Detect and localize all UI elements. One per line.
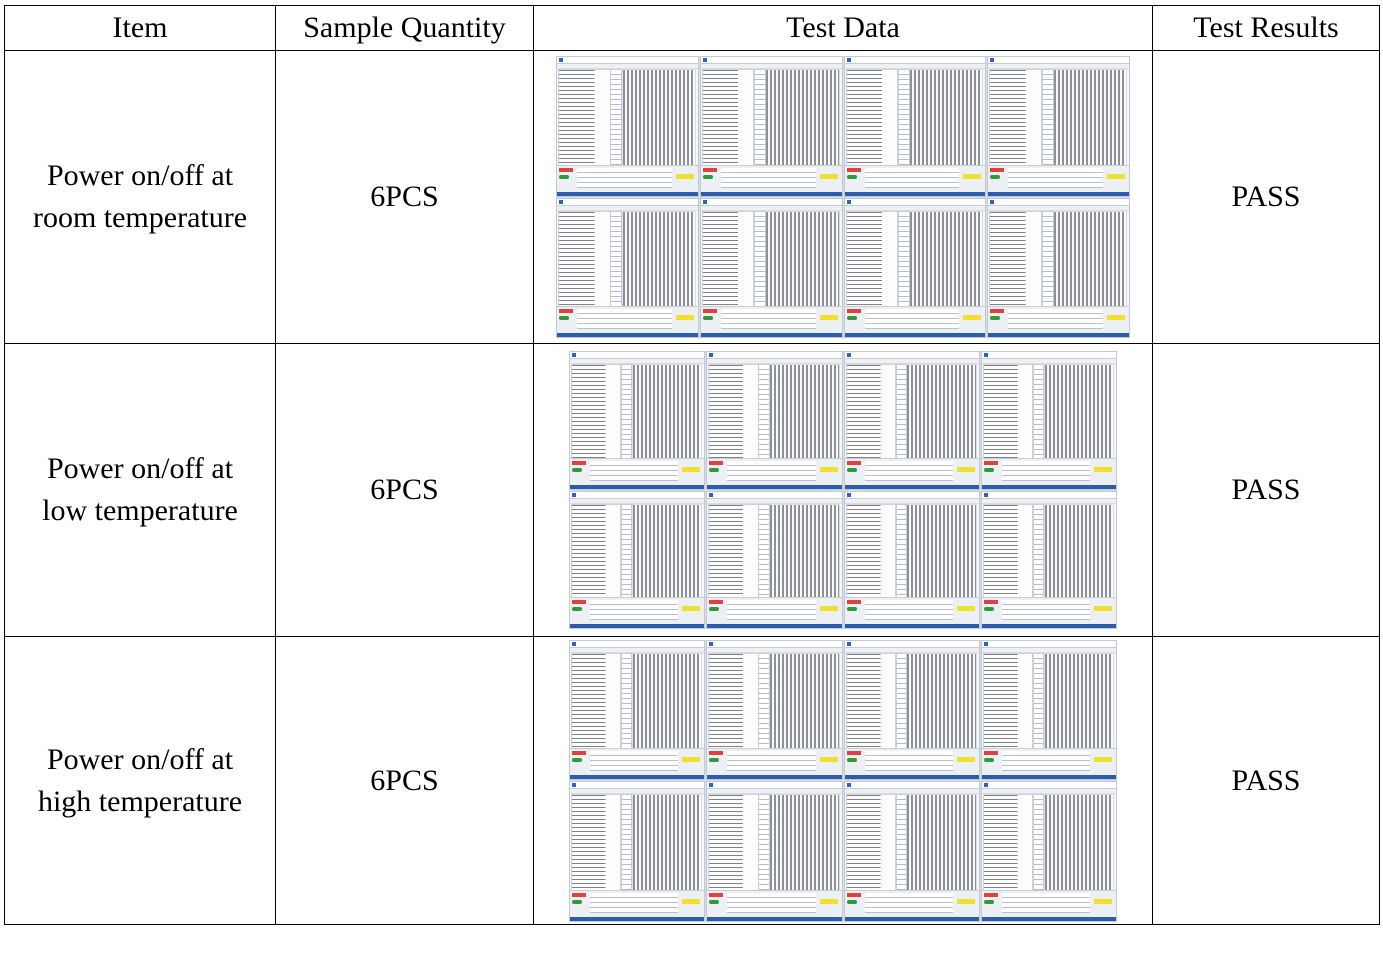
item-label-line1: Power on/off at [46, 452, 234, 485]
serial-terminal-screenshot [987, 56, 1130, 197]
test-data-screenshot-collage [569, 640, 1117, 922]
header-test-data: Test Data [534, 6, 1153, 51]
test-data-cell [534, 637, 1153, 925]
serial-terminal-screenshot [844, 351, 980, 490]
serial-terminal-screenshot [706, 351, 842, 490]
test-data-cell [534, 51, 1153, 344]
item-cell [5, 344, 276, 637]
header-sample-quantity: Sample Quantity [276, 6, 534, 51]
quantity-cell: 6PCS [276, 344, 534, 637]
item-cell [5, 51, 276, 344]
item-label-line2: low temperature [42, 494, 238, 527]
serial-terminal-screenshot [844, 640, 980, 781]
item-label-line2: room temperature [32, 201, 248, 234]
test-data-cell [534, 344, 1153, 637]
serial-terminal-screenshot [569, 491, 705, 630]
serial-terminal-screenshot [981, 491, 1117, 630]
test-data-screenshot-collage [556, 56, 1130, 338]
item-label-line2: high temperature [37, 784, 243, 818]
serial-terminal-screenshot [569, 640, 705, 781]
serial-terminal-screenshot [706, 781, 842, 922]
serial-terminal-screenshot [569, 781, 705, 922]
table-row [5, 637, 1380, 925]
test-data-screenshot-collage [569, 351, 1117, 629]
result-cell: PASS [1153, 51, 1380, 344]
serial-terminal-screenshot [844, 491, 980, 630]
item-label-line1: Power on/off at [46, 159, 234, 192]
quantity-cell: 6PCS [276, 51, 534, 344]
table-row [5, 51, 1380, 344]
serial-terminal-screenshot [556, 56, 699, 197]
header-test-results: Test Results [1153, 6, 1380, 51]
serial-terminal-screenshot [706, 491, 842, 630]
header-row [5, 6, 1380, 51]
header-item: Item [5, 6, 276, 51]
serial-terminal-screenshot [987, 198, 1130, 339]
serial-terminal-screenshot [700, 56, 843, 197]
serial-terminal-screenshot [706, 640, 842, 781]
serial-terminal-screenshot [569, 351, 705, 490]
serial-terminal-screenshot [844, 781, 980, 922]
serial-terminal-screenshot [700, 198, 843, 339]
quantity-cell: 6PCS [276, 637, 534, 925]
serial-terminal-screenshot [556, 198, 699, 339]
serial-terminal-screenshot [981, 781, 1117, 922]
result-cell: PASS [1153, 637, 1380, 925]
serial-terminal-screenshot [844, 198, 987, 339]
item-label-line1: Power on/off at [46, 742, 234, 776]
serial-terminal-screenshot [844, 56, 987, 197]
item-cell [5, 637, 276, 925]
table-row [5, 344, 1380, 637]
test-report-table [4, 5, 1380, 925]
result-cell: PASS [1153, 344, 1380, 637]
serial-terminal-screenshot [981, 351, 1117, 490]
serial-terminal-screenshot [981, 640, 1117, 781]
